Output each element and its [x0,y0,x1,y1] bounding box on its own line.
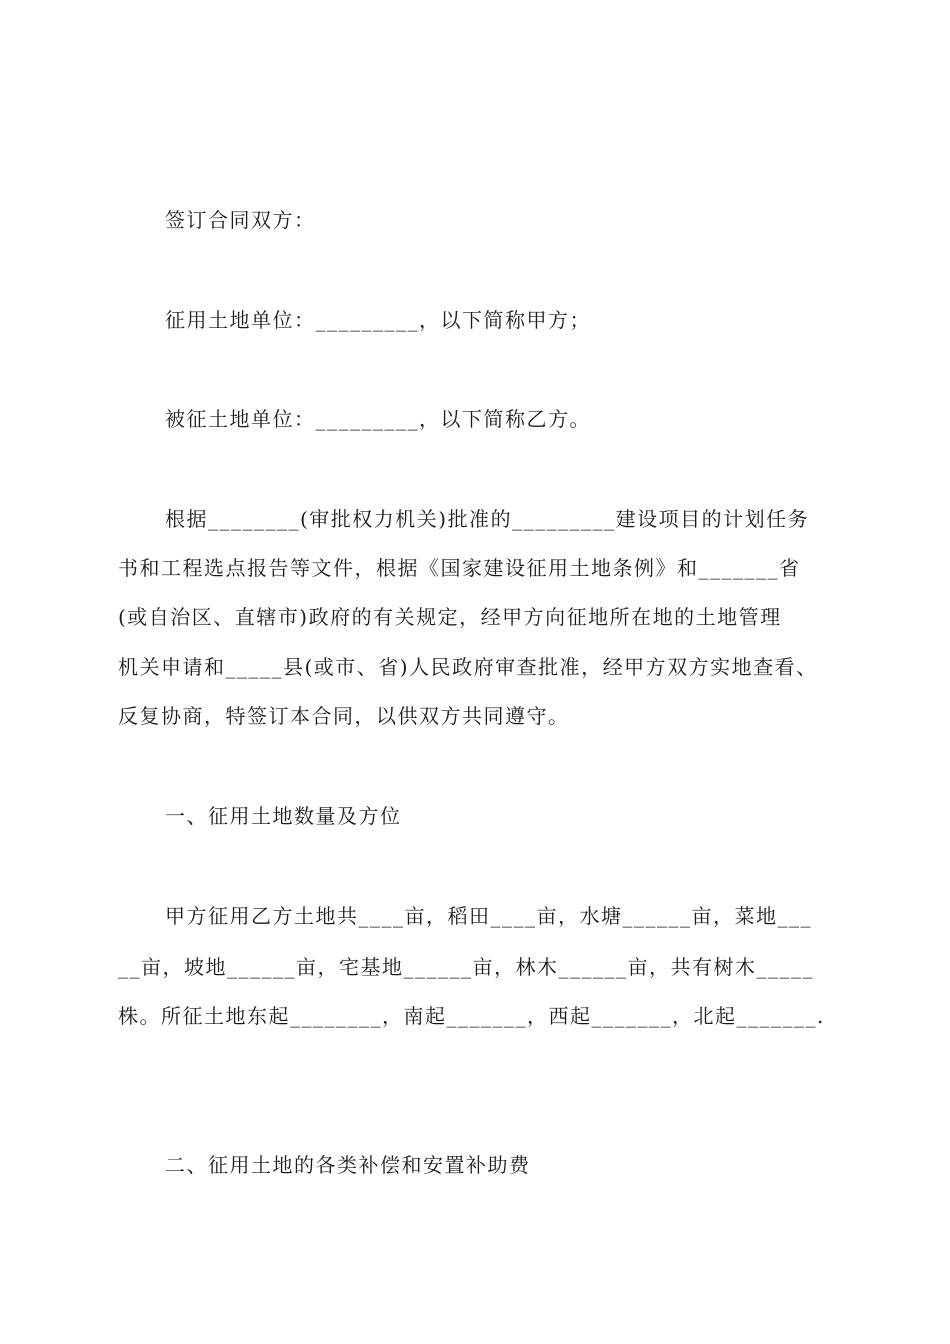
section-1-title: 一、征用土地数量及方位 [165,804,402,828]
party-a-line: 征用土地单位：_________，以下简称甲方； [165,308,591,332]
section-1-line-1: 甲方征用乙方土地共____亩，稻田____亩，水塘______亩，菜地___ [165,904,812,928]
party-b-line: 被征土地单位：_________，以下简称乙方。 [165,407,591,431]
preamble-line-1: 根据________(审批权力机关)批准的_________建设项目的计划任务 [165,507,810,531]
section-1-line-3: 株。所征土地东起________，南起_______，西起_______，北起_______. [118,1004,825,1028]
preamble-line-4: 机关申请和_____县(或市、省)人民政府审查批准，经甲方双方实地查看、 [118,655,818,679]
preamble-line-2: 书和工程选点报告等文件，根据《国家建设征用土地条例》和_______省 [118,556,801,580]
preamble-line-5: 反复协商，特签订本合同，以供双方共同遵守。 [118,704,570,728]
section-2-title: 二、征用土地的各类补偿和安置补助费 [165,1153,531,1177]
section-1-line-2: __亩，坡地______亩，宅基地______亩，林木______亩，共有树木_____ [118,955,814,979]
preamble-line-3: (或自治区、直辖市)政府的有关规定，经甲方向征地所在地的土地管理 [118,605,782,629]
parties-heading: 签订合同双方： [165,208,316,232]
